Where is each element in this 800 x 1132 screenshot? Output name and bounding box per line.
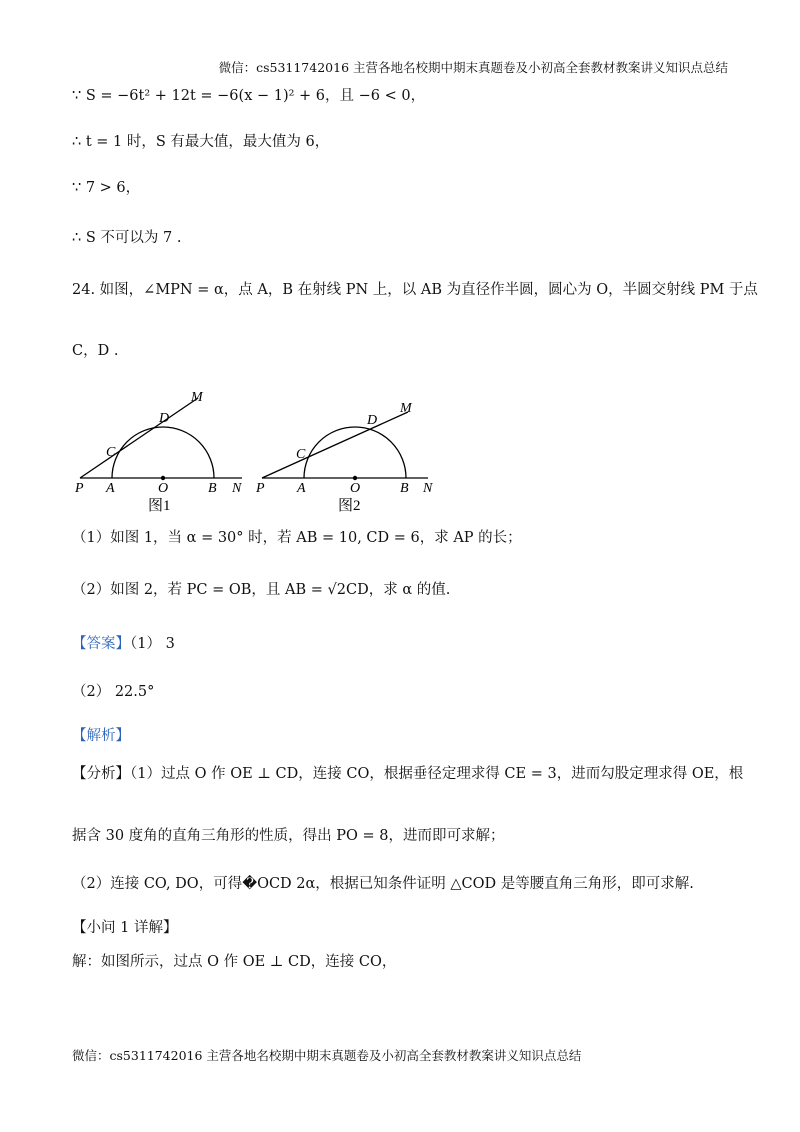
question-24-line2: C，D . [72, 343, 119, 359]
line-s-equation: ∵ S = −6t² + 12t = −6(x − 1)² + 6，且 −6 < 0， [72, 88, 426, 104]
line-max-value: ∴ t = 1 时，S 有最大值，最大值为 6， [72, 134, 330, 150]
fig1-label-o: O [158, 481, 169, 496]
fig2-label-c: C [296, 447, 306, 462]
fig1-label-c: C [106, 445, 116, 460]
analysis-label: 【解析】 [72, 728, 130, 744]
part-2-question: （2）如图 2，若 PC = OB，且 AB = √2CD，求 α 的值. [72, 582, 451, 598]
line-compare: ∵ 7 > 6， [72, 180, 141, 196]
fig2-label-p: P [256, 481, 265, 496]
answer-part-2: （2） 22.5° [72, 684, 155, 700]
fig2-label-a: A [297, 481, 306, 496]
fig1-label-m: M [191, 390, 203, 405]
answer-part-1: （1） 3 [130, 636, 175, 652]
fig1-label-p: P [75, 481, 84, 496]
fig2-label-d: D [367, 413, 378, 428]
fig1-label-b: B [208, 481, 217, 496]
page-header: 微信：cs5311742016 主营各地名校期中期末真题卷及小初高全套教材教案讲义知识点总结 [218, 60, 728, 75]
analysis-text-2: 据含 30 度角的直角三角形的性质，得出 PO = 8，进而即可求解； [72, 828, 505, 844]
sub-question-label: 【小问 1 详解】 [72, 920, 178, 936]
fig2-label-b: B [400, 481, 409, 496]
line-conclusion: ∴ S 不可以为 7 . [72, 230, 182, 246]
solution-line-1: 解：如图所示，过点 O 作 OE ⊥ CD，连接 CO， [72, 954, 397, 970]
fig1-label-d: D [159, 411, 170, 426]
page-footer: 微信：cs5311742016 主营各地名校期中期末真题卷及小初高全套教材教案讲义知识点总结 [72, 1048, 582, 1063]
part-1-question: （1）如图 1，当 α = 30° 时，若 AB = 10, CD = 6，求 AP 的长； [72, 530, 522, 546]
figure-2 [255, 401, 433, 514]
answer-label: 【答案】 [72, 636, 130, 652]
fig1-label-n: N [232, 481, 242, 496]
fig2-label-n: N [423, 481, 433, 496]
fig1-caption: 图1 [148, 498, 171, 514]
fig2-label-m: M [400, 401, 412, 416]
geometry-figures [70, 386, 470, 520]
fig2-caption: 图2 [338, 498, 361, 514]
figure-1 [74, 390, 242, 514]
fig1-label-a: A [106, 481, 115, 496]
analysis-text-1: 【分析】（1）过点 O 作 OE ⊥ CD，连接 CO，根据垂径定理求得 CE = 3，进而勾股定理求得 OE，根 [72, 766, 744, 782]
question-24-line1: 24. 如图，∠MPN = α，点 A，B 在射线 PN 上，以 AB 为直径作半圆，圆心为 O，半圆交射线 PM 于点 [72, 282, 758, 298]
fig2-label-o: O [350, 481, 361, 496]
analysis-text-3: （2）连接 CO, DO，可得�OCD 2α，根据已知条件证明 △COD 是等腰直角三角形，即可求解. [72, 876, 694, 892]
